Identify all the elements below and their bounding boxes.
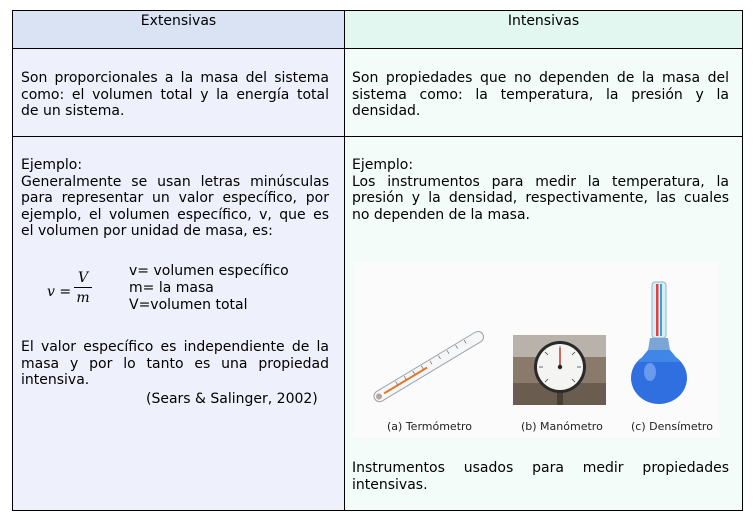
example-label: Ejemplo:	[21, 157, 83, 173]
right-definition: Son propiedades que no dependen de la masa del sistema como: la temperatura, la presión y la densidad.	[352, 70, 729, 119]
densimeter-image	[628, 280, 690, 406]
caption-thermometer: (a) Termómetro	[387, 420, 473, 433]
formula-fraction: V m	[74, 270, 92, 306]
specific-volume-formula: v =	[47, 284, 72, 300]
header-intensivas: Intensivas	[507, 13, 580, 29]
caption-manometer: (b) Manómetro	[521, 420, 603, 433]
left-example-text: Ejemplo: Generalmente se usan letras minúsculas para representar un valor específico, por ejemplo, el volumen específico, v, que es el volumen por unidad de masa, es:	[21, 157, 329, 239]
thermometer-image	[363, 324, 495, 410]
column-divider	[344, 11, 345, 510]
header-extensivas: Extensivas	[140, 13, 217, 29]
row-divider	[13, 48, 742, 49]
formula-legend: v= volumen específico m= la masa V=volumen total	[129, 263, 289, 313]
fraction-bar	[74, 287, 92, 288]
right-example-text: Ejemplo: Los instrumentos para medir la temperatura, la presión y la densidad, respectivamente, las cuales no dependen de la masa.	[352, 157, 729, 223]
left-definition: Son proporcionales a la masa del sistema como: el volumen total y la energía total de un sistema.	[21, 70, 329, 119]
citation: (Sears & Salinger, 2002)	[146, 391, 318, 407]
left-conclusion: El valor específico es independiente de la masa y por lo tanto es una propiedad intensiva.	[21, 339, 329, 388]
manometer-image	[513, 335, 606, 405]
example-label: Ejemplo:	[352, 157, 414, 173]
figure-caption: Instrumentos usados para medir propiedades intensivas.	[352, 460, 729, 493]
instruments-figure	[353, 262, 719, 438]
row-divider	[13, 136, 742, 137]
caption-densimeter: (c) Densímetro	[631, 420, 713, 433]
